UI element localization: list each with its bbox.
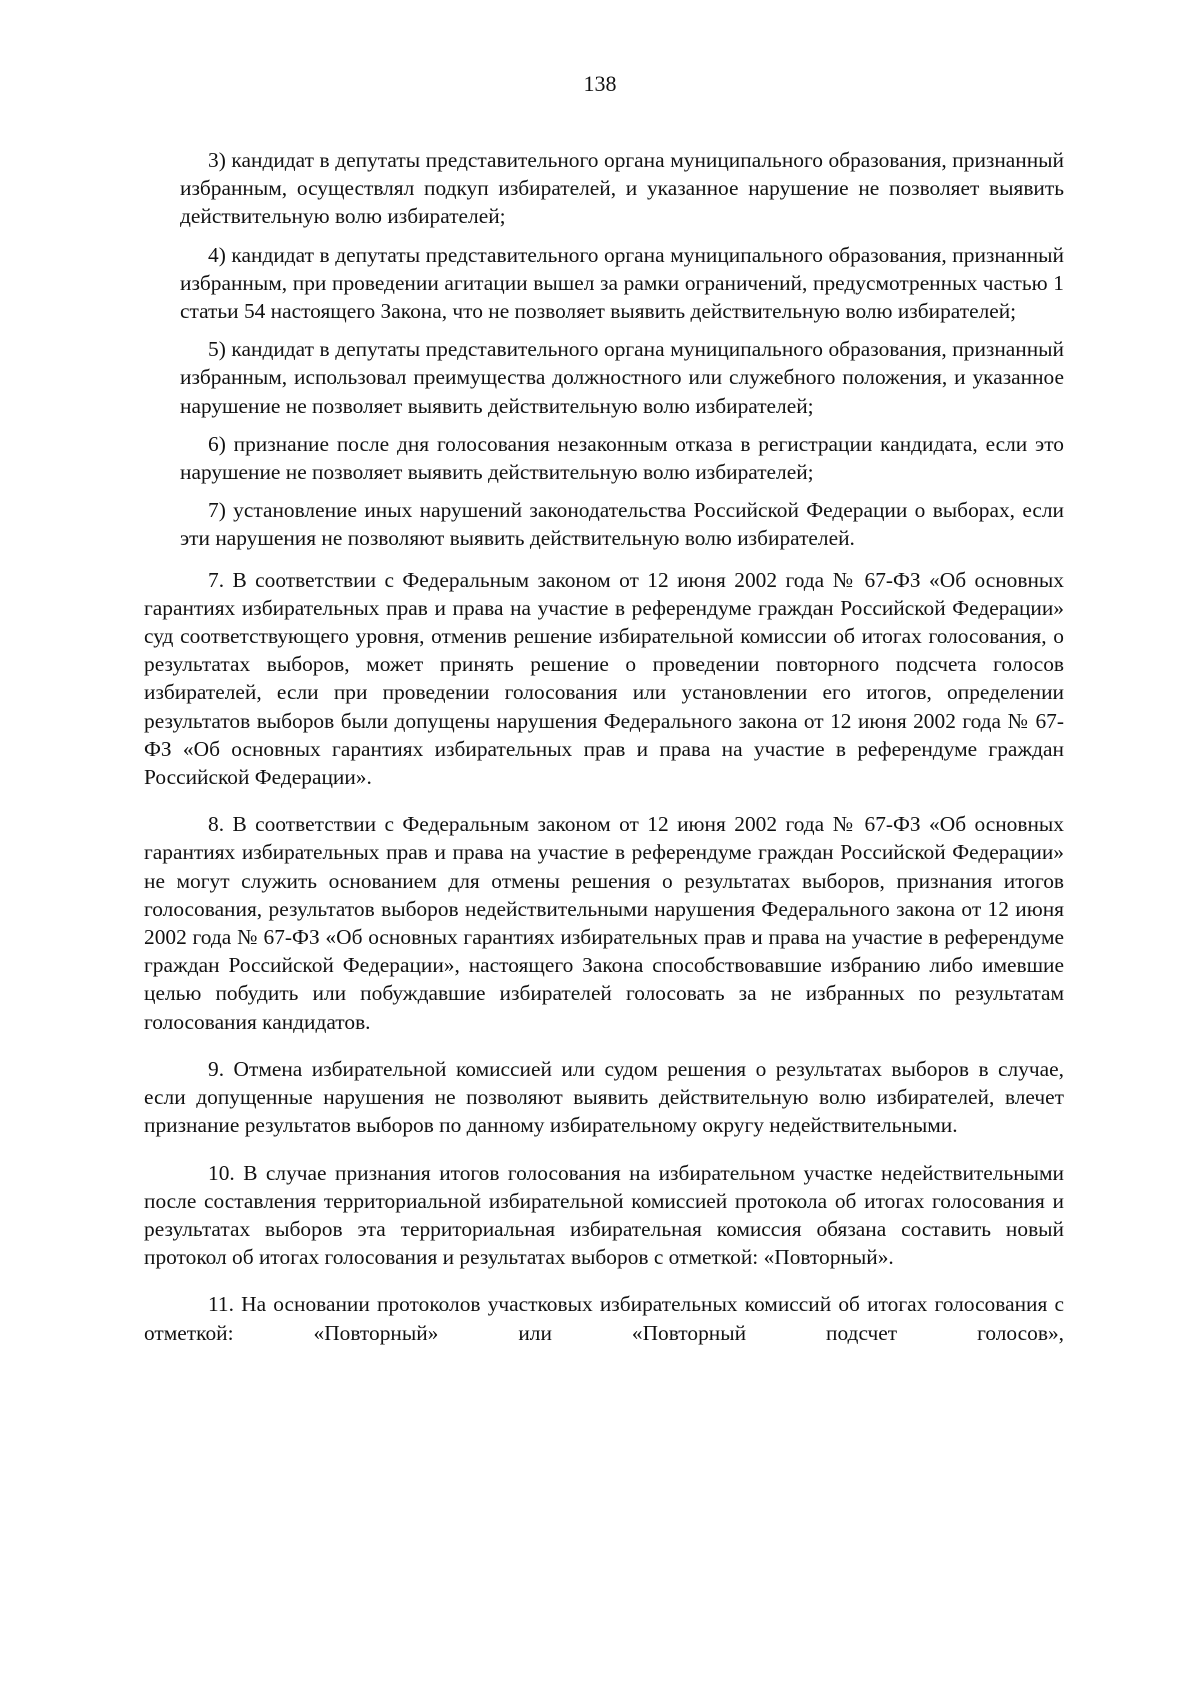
subitem-5: 5) кандидат в депутаты представительного органа муниципального образования, признанный избранным, использовал преимущества должностного или служебного положения, и указанное нарушение не позволяет выявить действительную волю избирателей;	[180, 337, 1064, 418]
paragraph-7: 7. В соответствии с Федеральным законом от 12 июня 2002 года № 67-ФЗ «Об основных гарантиях избирательных прав и права на участие в референдуме граждан Российской Федерации» суд соответствующего уровня, отменив решение избирательной комиссии об итогах голосования, о результатах выборов, может принять решение о проведении повторного подсчета голосов избирателей, если при проведении голосования или установлении его итогов, определении результатов выборов были допущены нарушения Федерального закона от 12 июня 2002 года № 67-ФЗ «Об основных гарантиях избирательных прав и права на участие в референдуме граждан Российской Федерации».	[144, 567, 1064, 790]
page-number: 138	[583, 71, 617, 96]
subitem-7: 7) установление иных нарушений законодательства Российской Федерации о выборах, если эти нарушения не позволяют выявить действительную волю избирателей.	[180, 498, 1064, 551]
paragraph-9: 9. Отмена избирательной комиссией или судом решения о результатах выборов в случае, если допущенные нарушения не позволяют выявить действительную волю избирателей, влечет признание результатов выборов по данному избирательному округу недействительными.	[144, 1056, 1064, 1138]
subitem-4: 4) кандидат в депутаты представительного органа муниципального образования, признанный избранным, при проведении агитации вышел за рамки ограничений, предусмотренных частью 1 статьи 54 настоящего Закона, что не позволяет выявить действительную волю избирателей;	[180, 242, 1064, 324]
paragraph-11: 11. На основании протоколов участковых избирательных комиссий об итогах голосования с отметкой: «Повторный» или «Повторный подсчет голосов»,	[144, 1292, 1064, 1345]
subitem-3: 3) кандидат в депутаты представительного органа муниципального образования, признанный избранным, осуществлял подкуп избирателей, и указанное нарушение не позволяет выявить действительную волю избирателей;	[180, 148, 1064, 229]
paragraph-8: 8. В соответствии с Федеральным законом от 12 июня 2002 года № 67-ФЗ «Об основных гарантиях избирательных прав и права на участие в референдуме граждан Российской Федерации» не могут служить основанием для отмены решения о результатах выборов, признания итогов голосования, результатов выборов недействительными нарушения Федерального закона от 12 июня 2002 года № 67-ФЗ «Об основных гарантиях избирательных прав и права на участие в референдуме граждан Российской Федерации», настоящего Закона способствовавшие избранию либо имевшие целью побудить или побуждавшие избирателей голосовать за не избранных по результатам голосования кандидатов.	[144, 812, 1064, 1034]
document-body	[144, 146, 1064, 1366]
subitem-6: 6) признание после дня голосования незаконным отказа в регистрации кандидата, если это нарушение не позволяет выявить действительную волю избирателей;	[180, 431, 1064, 485]
paragraph-10: 10. В случае признания итогов голосования на избирательном участке недействительными после составления территориальной избирательной комиссией протокола об итогах голосования и результатах выборов эта территориальная избирательная комиссия обязана составить новый протокол об итогах голосования и результатах выборов с отметкой: «Повторный».	[144, 1160, 1064, 1270]
